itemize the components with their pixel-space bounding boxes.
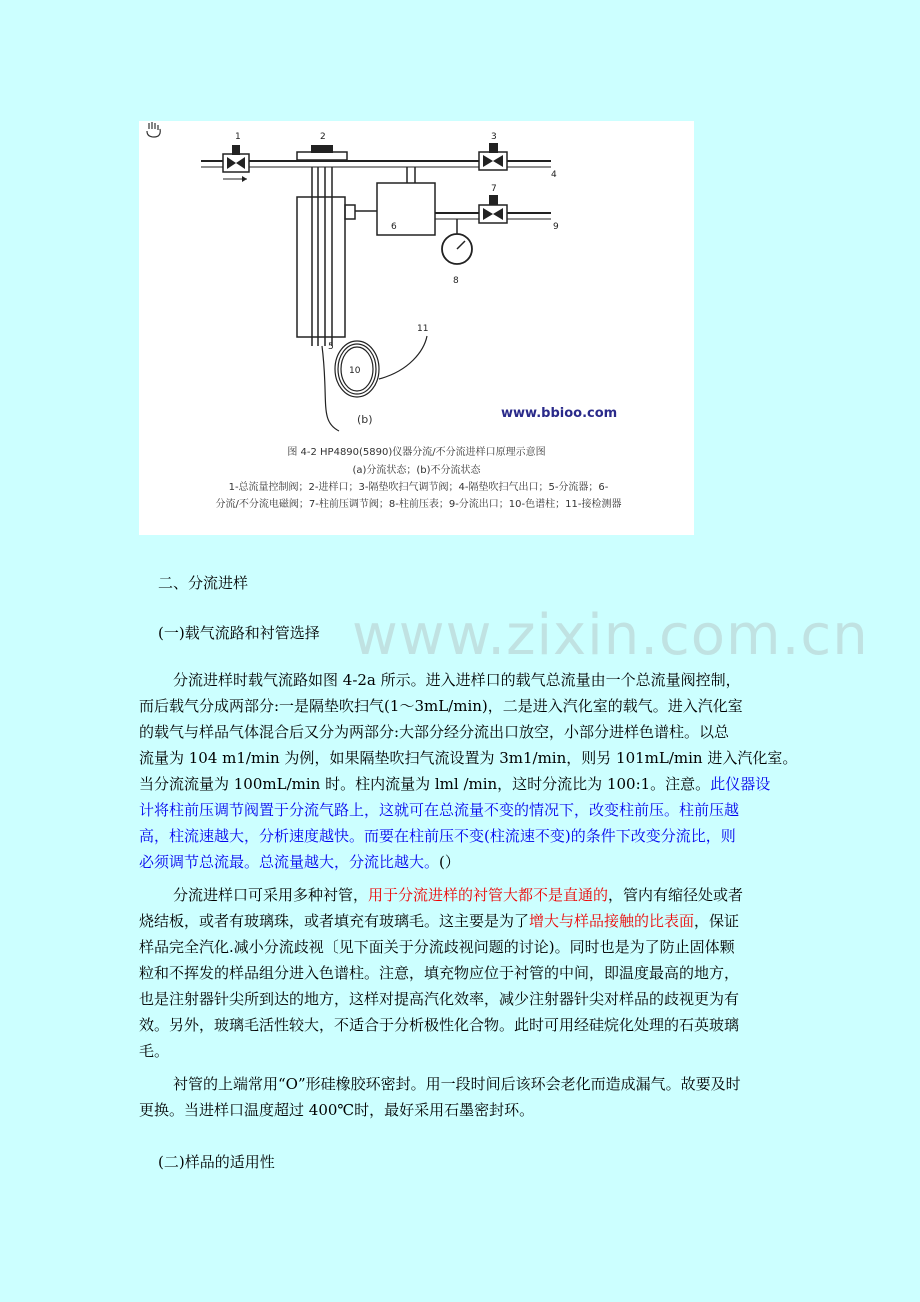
subsection-title-2: (二)样品的适用性 [158,1153,275,1171]
label-11: 11 [417,324,429,334]
p2-line-3: 样品完全汽化.减小分流歧视〔见下面关于分流歧视问题的讨论)。同时也是为了防止固体颗 [139,938,735,956]
p2-line-1-c: ，管内有缩径处或者 [608,886,744,904]
p2-line-2-a: 烧结板，或者有玻璃珠，或者填充有玻璃毛。这主要是为了 [139,912,530,930]
p3-line-2: 更换。当进样口温度超过 400℃时，最好采用石墨密封环。 [139,1101,535,1119]
figure-legend-1: 1-总流量控制阀；2-进样口；3-隔垫吹扫气调节阀；4-隔垫吹扫气出口；5-分流器；6- [228,482,609,493]
injection-port-cap [297,145,347,160]
p1-line-5-highlight: 此仪器设 [710,775,771,793]
figure-legend-2: 分流/不分流电磁阀；7-柱前压调节阀；8-柱前压表；9-分流出口；10-色谱柱；11-接检测器 [215,499,622,510]
subsection-title-1: (一)载气流路和衬管选择 [158,624,320,642]
p2-line-4: 粒和不挥发的样品组分进入色谱柱。注意，填充物应位于衬管的中间，即温度最高的地方， [139,964,740,982]
p1-line-4: 流量为 104 m1/min 为例，如果隔垫吹扫气流设置为 3m1/min，则另 101mL/min 进入汽化室。 [139,749,798,767]
p1-line-5-text: 当分流流量为 100mL/min 时。柱内流量为 lml /min，这时分流比为 100:1。注意。 [139,775,711,793]
p3-line-1: 衬管的上端常用“O”形硅橡胶环密封。用一段时间后该环会老化而造成漏气。故要及时 [173,1075,741,1093]
paragraph-1 [139,667,798,875]
p1-line-7: 高，柱流速越大，分析速度越快。而要在柱前压不变(柱流速不变)的条件下改变分流比，则 [139,827,736,845]
p1-line-8-text: (） [439,853,460,871]
p2-line-5: 也是注射器针尖所到达的地方，这样对提高汽化效率，减少注射器针尖对样品的歧视更为有 [139,990,740,1008]
valve-3 [479,143,507,170]
p2-line-1-a: 分流进样口可采用多种衬管， [173,886,369,904]
label-5: 5 [328,342,334,352]
hand-cursor-icon [147,122,160,137]
p2-line-1-highlight: 用于分流进样的衬管大都不是直通的 [368,886,609,904]
schematic-figure [139,121,694,535]
section-title: 二、分流进样 [158,574,249,592]
page-watermark: www.zixin.com.cn [352,603,869,668]
label-10: 10 [349,366,361,376]
p1-line-2: 而后载气分成两部分:一是隔垫吹扫气(1～3mL/min)，二是进入汽化室的载气。进入汽化室 [139,697,743,715]
p2-line-1 [139,882,784,908]
p1-line-8-highlight: 必须调节总流最。总流量越大，分流比越大。 [139,853,440,871]
p2-line-7: 毛。 [139,1042,170,1060]
solenoid-valve-6 [377,183,435,235]
label-1: 1 [235,132,241,142]
p1-line-1: 分流进样时载气流路如图 4-2a 所示。进入进样口的载气总流量由一个总流量阀控制， [173,671,741,689]
p1-line-3: 的载气与样品气体混合后又分为两部分:大部分经分流出口放空，小部分进样色谱柱。以总 [139,723,730,741]
paragraph-2 [139,882,784,1064]
label-8: 8 [453,276,459,286]
label-7: 7 [491,184,497,194]
valve-1 [223,145,249,172]
label-6: 6 [391,222,397,232]
p1-line-5 [139,771,784,797]
p1-line-8 [139,849,784,875]
p2-line-2-highlight: 增大与样品接触的比表面 [529,912,695,930]
p2-line-2-c: ，保证 [694,912,740,930]
label-2: 2 [320,132,326,142]
figure-caption-sub: (a)分流状态；(b)不分流状态 [352,465,481,476]
label-4: 4 [551,170,557,180]
paragraph-3 [139,1071,784,1123]
site-watermark-text: www.bbioo.com [501,406,618,421]
figure-caption-title: 图 4-2 HP4890(5890)仪器分流/不分流进样口原理示意图 [287,447,546,458]
label-9: 9 [553,222,559,232]
p1-line-6: 计将柱前压调节阀置于分流气路上，这就可在总流量不变的情况下，改变柱前压。柱前压越 [139,801,740,819]
p2-line-6: 效。另外，玻璃毛活性较大，不适合于分析极性化合物。此时可用经硅烷化处理的石英玻璃 [139,1016,740,1034]
valve-7 [479,195,507,223]
p2-line-2 [139,908,784,934]
sub-label-b: (b) [357,413,373,426]
label-3: 3 [491,132,497,142]
pressure-gauge-icon [442,234,472,264]
inlet-body [297,167,355,346]
